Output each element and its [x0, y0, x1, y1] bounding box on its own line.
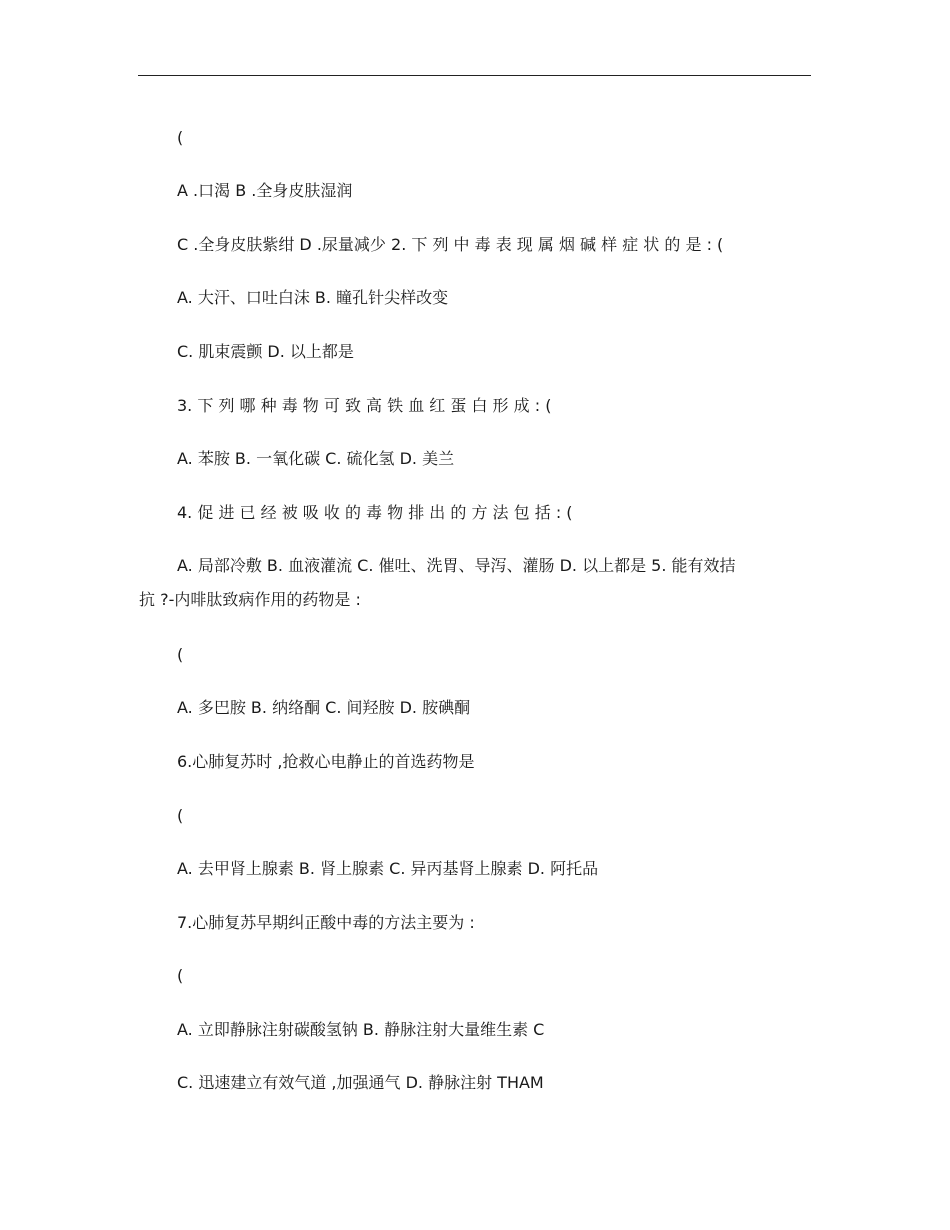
- text-line: (: [177, 128, 184, 147]
- text-line: A .口渴 B .全身皮肤湿润: [177, 181, 353, 200]
- text-line: 7.心肺复苏早期纠正酸中毒的方法主要为 :: [177, 913, 475, 932]
- text-line: 抗 ?-内啡肽致病作用的药物是 :: [139, 590, 361, 609]
- text-line: 6.心肺复苏时 ,抢救心电静止的首选药物是: [177, 752, 475, 771]
- text-line: A. 大汗、口吐白沫 B. 瞳孔针尖样改变: [177, 288, 449, 307]
- text-line: C .全身皮肤紫绀 D .尿量减少 2. 下 列 中 毒 表 现 属 烟 碱 样 症 状 的 是 : (: [177, 235, 724, 254]
- text-line: C. 肌束震颤 D. 以上都是: [177, 342, 354, 361]
- text-line: (: [177, 645, 184, 664]
- text-line: (: [177, 966, 184, 985]
- text-line: C. 迅速建立有效气道 ,加强通气 D. 静脉注射 THAM: [177, 1073, 544, 1092]
- header-rule: [138, 75, 811, 76]
- text-line: 4. 促 进 已 经 被 吸 收 的 毒 物 排 出 的 方 法 包 括 : (: [177, 503, 573, 522]
- text-line: A. 局部冷敷 B. 血液灌流 C. 催吐、洗胃、导泻、灌肠 D. 以上都是 5. 能有效拮: [177, 556, 736, 575]
- text-line: A. 去甲肾上腺素 B. 肾上腺素 C. 异丙基肾上腺素 D. 阿托品: [177, 859, 599, 878]
- text-line: A. 苯胺 B. 一氧化碳 C. 硫化氢 D. 美兰: [177, 449, 455, 468]
- text-line: 3. 下 列 哪 种 毒 物 可 致 高 铁 血 红 蛋 白 形 成 : (: [177, 396, 552, 415]
- text-line: (: [177, 806, 184, 825]
- text-line: A. 立即静脉注射碳酸氢钠 B. 静脉注射大量维生素 C: [177, 1020, 545, 1039]
- text-line: A. 多巴胺 B. 纳络酮 C. 间羟胺 D. 胺碘酮: [177, 698, 471, 717]
